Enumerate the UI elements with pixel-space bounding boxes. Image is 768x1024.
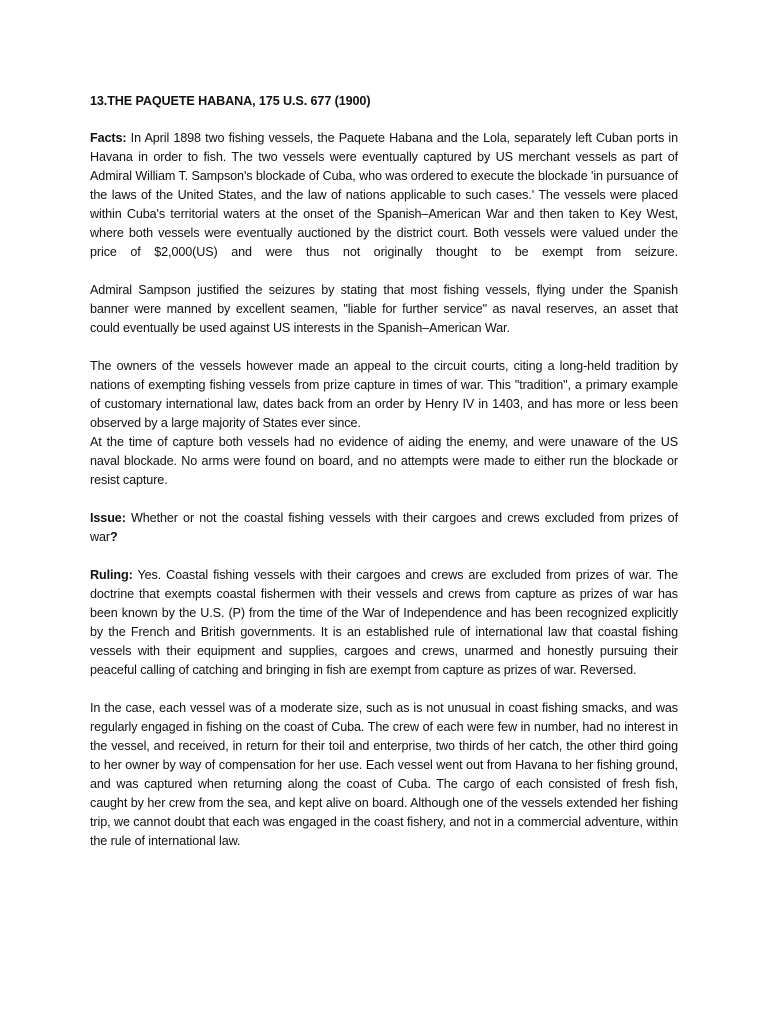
document-page [90, 92, 678, 870]
issue-paragraph [90, 509, 678, 547]
facts-paragraph-4: At the time of capture both vessels had no evidence of aiding the enemy, and were unaware of the US naval blockade. No arms were found on board, and no attempts were made to either run the blockade or resist capture. [90, 435, 678, 487]
facts-label: Facts: [90, 131, 127, 145]
case-title: 13.THE PAQUETE HABANA, 175 U.S. 677 (1900) [90, 94, 371, 108]
issue-label: Issue: [90, 511, 126, 525]
ruling-paragraph-2: In the case, each vessel was of a moderate size, such as is not unusual in coast fishing smacks, and was regularly engaged in fishing on the coast of Cuba. The crew of each were few in number, had no interest in the vessel, and received, in return for their toil and enterprise, two thirds of her catch, the other third going to her owner by way of compensation for her use. Each vessel went out from Havana to her fishing ground, and was captured when returning along the coast of Cuba. The cargo of each consisted of fresh fish, caught by her crew from the sea, and kept alive on board. Although one of the vessels extended her fishing trip, we cannot doubt that each was engaged in the coast fishery, and not in a commercial adventure, within the rule of international law. [90, 701, 678, 848]
issue-question-mark: ? [110, 530, 118, 544]
issue-text: Whether or not the coastal fishing vessels with their cargoes and crews excluded from prizes of war [90, 511, 678, 544]
ruling-paragraph-1 [90, 566, 678, 680]
facts-text-1: In April 1898 two fishing vessels, the Paquete Habana and the Lola, separately left Cuban ports in Havana in order to fish. The two vessels were eventually captured by US merchant vessels as part of Admiral William T. Sampson's blockade of Cuba, who was ordered to execute the blockade 'in pursuance of the laws of the United States, and the law of nations applicable to such cases.' The vessels were placed within Cuba's territorial waters at the onset of the Spanish–American War and then taken to Key West, where both vessels were eventually auctioned by the district court. Both vessels were valued under the price of $2,000(US) and were thus not originally thought to be exempt from seizure. [90, 131, 678, 259]
facts-paragraph-1 [90, 129, 678, 262]
facts-paragraph-2: Admiral Sampson justified the seizures by stating that most fishing vessels, flying under the Spanish banner were manned by excellent seamen, "liable for further service" as naval reserves, an asset that could eventually be used against US interests in the Spanish–American War. [90, 283, 678, 335]
facts-paragraph-3: The owners of the vessels however made an appeal to the circuit courts, citing a long-held tradition by nations of exempting fishing vessels from prize capture in times of war. This "tradition", a primary example of customary international law, dates back from an order by Henry IV in 1403, and has more or less been observed by a large majority of States ever since. [90, 359, 678, 430]
ruling-label: Ruling: [90, 568, 133, 582]
ruling-text: Yes. Coastal fishing vessels with their cargoes and crews are excluded from prizes of war. The doctrine that exempts coastal fishermen with their vessels and crews from capture as prizes of war has been known by the U.S. (P) from the time of the War of Independence and has been recognized explicitly by the French and British governments. It is an established rule of international law that coastal fishing vessels with their equipment and supplies, cargoes and crews, unarmed and honestly pursuing their peaceful calling of catching and bringing in fish are exempt from capture as prizes of war. Reversed. [90, 568, 678, 677]
